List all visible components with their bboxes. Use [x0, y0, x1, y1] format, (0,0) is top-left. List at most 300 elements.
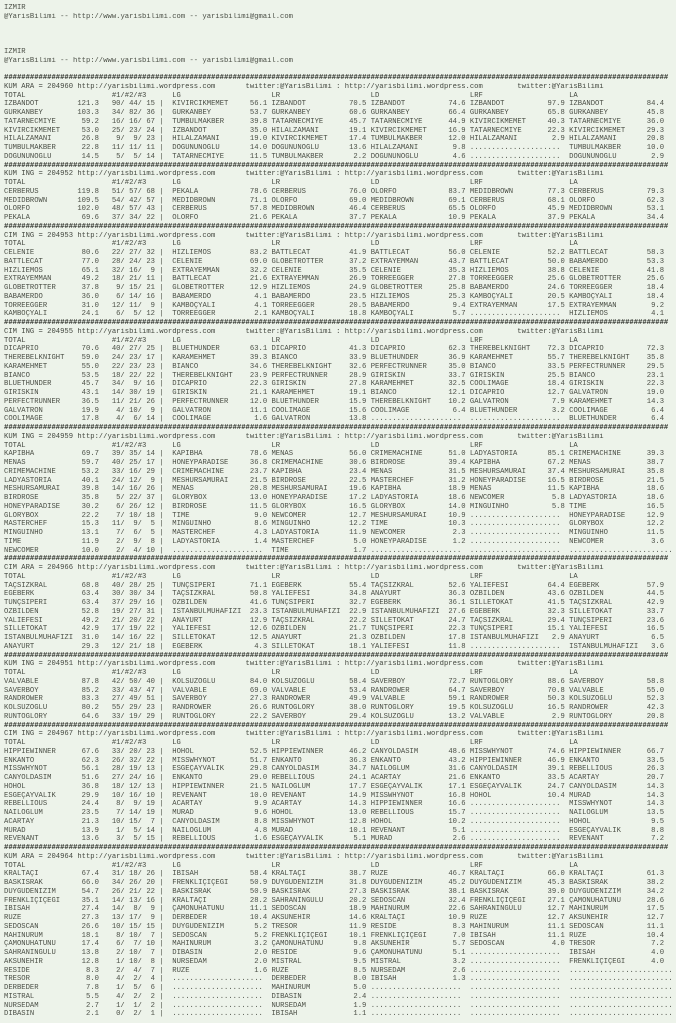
stat-name: BIANCO: [271, 354, 345, 362]
total-value: 22.2: [77, 511, 99, 520]
stat-name: KIVIRCIKMEMET: [172, 100, 246, 109]
rank-counts: 16/ 16/ 67: [98, 117, 155, 126]
stat-value: 8.0: [344, 975, 371, 984]
column-header-la: LA: [569, 240, 578, 249]
stat-name: KAPIBHA: [569, 485, 643, 494]
stat-name: ESGEÇAYVALIK: [271, 835, 345, 844]
stat-value: 74.6: [543, 747, 570, 756]
table-row: [4, 678, 676, 687]
column-header-lr: LR: [271, 861, 371, 870]
stat-name: KARAMEHMET: [172, 354, 246, 362]
total-value: 67.4: [77, 870, 99, 879]
stat-value: 45.8: [642, 109, 669, 117]
column-header-lrf: LRF: [469, 861, 570, 870]
stat-name: DICAPRIO: [271, 345, 345, 354]
stat-name: OLORFO: [370, 187, 445, 196]
stat-value: 27.8: [444, 275, 470, 284]
stat-value: 14.0: [444, 502, 470, 511]
horse-name: PEKALA: [4, 214, 78, 222]
stat-value: 24.7: [543, 782, 570, 791]
stat-name: KAMBOÇYALI: [172, 301, 246, 310]
dots-filler: .....................: [469, 966, 570, 975]
section-separator: ##########################################################################################################################################################: [4, 161, 669, 170]
table-row: [4, 109, 676, 118]
stat-name: DERBEDER: [172, 914, 246, 922]
stat-value: 16.5: [344, 502, 371, 511]
column-separator: |: [154, 826, 173, 835]
stat-value: 34.2: [642, 887, 669, 896]
column-header-total: TOTAL: [4, 739, 112, 747]
dots-filler: .....................: [469, 415, 570, 424]
stat-name: TATARNECMIYE: [271, 117, 345, 126]
stat-name: KIVIRCIKMEMET: [469, 117, 544, 126]
stat-value: 13.5: [642, 809, 669, 817]
table-row: [4, 608, 676, 617]
table-row: [4, 643, 676, 652]
table-row: [4, 459, 676, 468]
stat-value: 10.0: [245, 791, 272, 800]
table-row: [4, 757, 676, 766]
column-separator: |: [154, 809, 173, 817]
stat-value: 29.3: [642, 126, 669, 135]
rank-counts: 7/ 10/ 18: [98, 511, 155, 520]
stat-value: 70.8: [543, 686, 570, 695]
table-row: [4, 494, 676, 503]
stat-name: OLORFO: [271, 196, 345, 205]
stat-value: 69.0: [245, 257, 272, 266]
column-header-la: LA: [569, 91, 578, 100]
stat-value: 4.3: [245, 642, 272, 651]
stat-value: 19.5: [444, 704, 470, 712]
stat-value: 12.5: [245, 634, 272, 642]
rank-counts: 10/ 15/ 7: [98, 817, 155, 826]
stat-value: 32.5: [444, 380, 470, 389]
dots-filler: .....................: [469, 975, 570, 984]
stat-value: 11.5: [543, 485, 570, 494]
stat-name: GLORYBOX: [569, 520, 643, 529]
stat-value: 39.8: [245, 117, 272, 126]
dots-filler: .....................: [370, 1010, 470, 1019]
stat-value: 12.1: [444, 389, 470, 397]
table-row: [4, 958, 676, 967]
stat-name: LADYASTORIA: [569, 494, 643, 502]
stat-value: 22.3: [245, 380, 272, 389]
stat-value: 56.0: [344, 450, 371, 459]
stat-name: KOLSUZOGLU: [569, 695, 643, 704]
stat-value: 19.0: [642, 389, 669, 397]
stat-name: SAVERBOY: [271, 712, 345, 721]
stat-name: AKSUNEHIR: [370, 940, 445, 949]
rank-counts: 19/ 27/ 31: [98, 607, 155, 616]
stat-value: 33.5: [543, 774, 570, 782]
column-header-lrf: LRF: [469, 441, 570, 450]
column-header-total: TOTAL: [4, 91, 112, 100]
section-code-url: CIM ARA = 204966 http://yarisbilimi.wordpress.com: [4, 564, 246, 572]
stat-value: 4.0: [642, 949, 669, 957]
stat-value: 3.2: [444, 957, 470, 966]
rank-counts: 26/ 21/ 22: [98, 887, 155, 896]
column-separator: |: [154, 704, 173, 712]
stat-name: IZBANDOT: [569, 100, 643, 109]
stat-value: 34.8: [344, 590, 371, 599]
stat-value: 16.8: [444, 791, 470, 800]
table-row: [4, 774, 676, 783]
section-social-mid: twitter:@YarisBilimi : http://yarisbilimi.wordpress.com: [245, 852, 518, 861]
column-separator: |: [154, 257, 173, 266]
rank-counts: 14/ 16/ 26: [98, 485, 155, 494]
stat-value: 2.1: [245, 310, 272, 319]
stat-name: MEDIDBROWN: [271, 205, 345, 214]
stat-value: 53.3: [642, 257, 669, 266]
column-headers: [4, 337, 676, 346]
section-code-url: KUM ING = 204959 http://yarisbilimi.wordpress.com: [4, 432, 246, 441]
stat-name: EGEBERK: [569, 581, 643, 590]
column-header-la: LA: [569, 739, 578, 747]
stat-value: 33.7: [642, 607, 669, 616]
column-headers: [4, 573, 676, 582]
dots-filler: .....................: [469, 144, 570, 152]
stat-name: MENAS: [370, 467, 445, 476]
stat-value: 88.6: [543, 677, 570, 686]
rank-counts: 54/ 42/ 57: [98, 196, 155, 205]
horse-name: KAMBOÇYALI: [4, 310, 78, 319]
stat-name: ENKANTO: [370, 756, 445, 765]
column-separator: |: [154, 599, 173, 607]
dots-filler: .....................: [172, 984, 272, 992]
stat-value: 42.3: [642, 704, 669, 712]
stat-name: HIZLIEMOS: [569, 310, 643, 319]
table-row: [4, 407, 676, 416]
stat-name: CANYOLDASIM: [569, 782, 643, 791]
stat-name: HIZLIEMOS: [469, 266, 544, 275]
rank-counts: 55/ 29/ 23: [98, 704, 155, 712]
rank-counts: 40/ 28/ 25: [98, 581, 155, 590]
table-row: [4, 1002, 676, 1011]
total-value: 80.6: [77, 249, 99, 257]
stat-value: 29.4: [543, 616, 570, 625]
section-separator: ##########################################################################################################################################################: [4, 721, 669, 730]
table-row: [4, 529, 676, 538]
stat-value: 3.6: [642, 642, 669, 651]
stat-name: SAVERBOY: [172, 695, 246, 704]
stat-value: 79.3: [642, 187, 669, 196]
rank-counts: 7/ 14/ 19: [98, 809, 155, 817]
table-row: [4, 389, 676, 398]
stat-name: BABAMERDO: [271, 292, 345, 301]
stat-name: GÜRKANBEY: [569, 109, 643, 117]
total-value: 31.0: [77, 634, 99, 642]
dots-filler: .....................: [469, 537, 570, 546]
stat-name: HIPPIEWINNER: [569, 747, 643, 756]
stat-value: 9.6: [245, 809, 272, 817]
table-row: [4, 100, 676, 109]
stat-name: REVENANT: [172, 791, 246, 800]
stat-name: NEWCOMER: [469, 494, 544, 502]
rank-counts: 14/ 30/ 19: [98, 389, 155, 397]
stat-value: 56.1: [245, 100, 272, 109]
stat-name: NEWCOMER: [569, 537, 643, 546]
table-row: [4, 275, 676, 284]
column-separator: |: [154, 109, 173, 117]
stat-name: MENAS: [469, 485, 544, 494]
column-separator: |: [154, 511, 173, 520]
horse-name: MAHINURUM: [4, 931, 78, 940]
stat-name: NEWCOMER: [271, 511, 345, 520]
stat-name: LADYASTORIA: [271, 529, 345, 537]
stat-name: ESGEÇAYVALIK: [370, 782, 445, 791]
stat-name: FRENKLIÇIÇEGI: [172, 879, 246, 887]
section-code-url: CIM ING = 204953 http://yarisbilimi.wordpress.com: [4, 231, 246, 240]
stat-name: MAHINURUM: [271, 984, 345, 992]
stat-value: 7.2: [642, 940, 669, 949]
total-value: 54.7: [77, 887, 99, 896]
stat-name: ESGEÇAYVALIK: [569, 826, 643, 835]
table-row: [4, 879, 676, 888]
horse-name: CRIMEMACHINE: [4, 467, 78, 476]
section: [4, 652, 676, 722]
stat-value: 18.6: [642, 494, 669, 502]
stat-value: 22.2: [344, 616, 371, 625]
stat-value: 10.4: [245, 914, 272, 922]
total-value: 27.3: [77, 914, 99, 922]
stat-name: MINGUINHO: [569, 529, 643, 537]
stat-value: 36.9: [444, 354, 470, 362]
column-separator: |: [154, 284, 173, 292]
stat-value: 57.8: [245, 205, 272, 214]
dots-filler: ........................: [569, 546, 673, 555]
rank-counts: 4/ 6/ 14: [98, 415, 155, 424]
stat-name: LADYASTORIA: [172, 537, 246, 546]
stat-value: 29.4: [344, 712, 371, 721]
section-social-right: twitter:@YarisBilimi: [517, 660, 604, 669]
stat-name: BABAMERDO: [172, 292, 246, 301]
stat-name: GIRISKIN: [271, 380, 345, 389]
horse-name: BIANCO: [4, 371, 78, 380]
stat-value: 78.6: [245, 450, 272, 459]
section-social-mid: twitter:@YarisBilimi : http://yarisbilimi.wordpress.com: [245, 170, 518, 179]
horse-name: TRESOR: [4, 975, 78, 984]
stat-value: 17.5: [543, 301, 570, 310]
table-row: [4, 984, 676, 993]
stat-value: 35.0: [444, 362, 470, 371]
stat-name: DUYGUDENIZIM: [569, 887, 643, 896]
stat-name: HOHOL: [569, 817, 643, 826]
stat-value: 46.2: [344, 747, 371, 756]
stat-name: BIRDROSE: [172, 502, 246, 511]
stat-value: 39.3: [642, 450, 669, 459]
dots-filler: ........................: [569, 1010, 673, 1019]
total-value: 62.3: [77, 756, 99, 765]
stat-value: 2.9: [642, 152, 669, 161]
stat-name: SEDOSCAN: [271, 905, 345, 914]
stat-value: 11.1: [245, 905, 272, 914]
stat-value: 45.7: [344, 117, 371, 126]
column-separator: |: [154, 949, 173, 957]
section-social-right: twitter:@YarisBilimi: [517, 432, 604, 441]
stat-name: HIPPIEWINNER: [370, 800, 445, 809]
stat-value: 17.1: [444, 782, 470, 791]
stat-name: CELENIE: [469, 249, 544, 257]
section: [4, 844, 676, 1019]
stat-name: HOHOL: [271, 809, 345, 817]
stat-name: HILALZAMANI: [172, 135, 246, 144]
stat-name: MISTRAL: [271, 957, 345, 966]
column-separator: |: [154, 450, 173, 459]
stat-name: TRESOR: [569, 940, 643, 949]
table-row: [4, 590, 676, 599]
stat-value: 65.8: [543, 109, 570, 117]
stat-name: THEREBELKNIGHT: [172, 371, 246, 380]
stat-value: 38.0: [344, 704, 371, 712]
column-header-lg: LG: [172, 861, 272, 870]
stat-value: 19.0: [245, 135, 272, 144]
column-header-total: TOTAL: [4, 240, 112, 249]
stat-value: 32.6: [344, 362, 371, 371]
stat-name: SILLETOKAT: [469, 599, 544, 607]
city-title: IZMIR: [4, 47, 26, 56]
column-header-la: LA: [569, 861, 578, 870]
rank-counts: 90/ 44/ 15: [98, 100, 155, 109]
column-header-lg: LG: [172, 91, 272, 100]
horse-name: COOLIMAGE: [4, 415, 78, 424]
stat-name: CERBERUS: [370, 205, 445, 214]
total-value: 65.1: [77, 266, 99, 275]
column-separator: |: [154, 537, 173, 546]
total-value: 17.4: [77, 940, 99, 949]
dots-filler: .....................: [370, 992, 470, 1001]
stat-name: KARAMEHMET: [469, 354, 544, 362]
stat-value: 41.6: [245, 599, 272, 607]
total-value: 66.0: [77, 879, 99, 887]
total-value: 17.8: [77, 415, 99, 424]
stat-name: SILLETOKAT: [370, 616, 445, 625]
stat-value: 25.5: [543, 371, 570, 380]
stat-name: TATARNECMIYE: [370, 117, 445, 126]
section-social-mid: twitter:@YarisBilimi : http://yarisbilimi.wordpress.com: [245, 730, 518, 739]
stat-value: 21.3: [344, 634, 371, 642]
stat-value: 58.4: [344, 677, 371, 686]
stat-value: 32.3: [543, 607, 570, 616]
stat-name: THEREBELKNIGHT: [370, 397, 445, 406]
stat-name: HIZLIEMOS: [271, 284, 345, 292]
column-header-lrf: LRF: [469, 91, 570, 100]
total-value: 35.8: [77, 494, 99, 502]
stat-value: 10.9: [444, 914, 470, 922]
table-row: [4, 205, 676, 214]
table-row: [4, 818, 676, 827]
stat-value: 10.4: [543, 791, 570, 800]
stat-value: 9.8: [344, 940, 371, 949]
stat-value: 9.4: [444, 301, 470, 310]
total-value: 59.0: [77, 354, 99, 362]
column-header-lrf: LRF: [469, 240, 570, 249]
column-header-ld: LD: [370, 739, 470, 747]
stat-value: 13.8: [344, 415, 371, 424]
horse-name: VALVABLE: [4, 677, 78, 686]
stat-value: 24.9: [344, 284, 371, 292]
stat-value: 19.6: [344, 485, 371, 494]
column-headers: [4, 669, 676, 678]
table-row: [4, 993, 676, 1002]
column-separator: |: [154, 817, 173, 826]
stat-name: BLUETHUNDER: [569, 415, 643, 424]
stat-value: 1.4: [245, 537, 272, 546]
stat-value: 39.4: [444, 459, 470, 467]
stat-name: ESGEÇAYVALIK: [172, 765, 246, 774]
horse-name: MESHURSAMURAI: [4, 485, 78, 494]
stat-name: PERFECTRUNNER: [172, 397, 246, 406]
stat-value: 11.1: [543, 931, 570, 940]
stat-name: CRIMEMACHINE: [370, 450, 445, 459]
stat-name: SAVERBOY: [370, 677, 445, 686]
table-row: [4, 118, 676, 127]
stat-value: 16.5: [642, 625, 669, 634]
table-row: [4, 695, 676, 704]
stat-value: 7.9: [543, 397, 570, 406]
total-value: 53.0: [77, 126, 99, 135]
column-separator: |: [154, 905, 173, 914]
stat-value: 34.7: [344, 765, 371, 774]
rank-counts: 22/ 23/ 23: [98, 362, 155, 371]
stat-name: HOHOL: [469, 791, 544, 800]
horse-name: EXTRAYEMMAN: [4, 275, 78, 284]
rank-counts: 18/ 12/ 13: [98, 782, 155, 791]
table-row: [4, 975, 676, 984]
stat-name: ÖZBILDEN: [469, 590, 544, 599]
stat-name: DUYGUDENIZIM: [271, 879, 345, 887]
stat-value: 11.5: [642, 529, 669, 537]
stat-value: 17.5: [642, 905, 669, 914]
section-social-right: twitter:@YarisBilimi: [517, 231, 604, 240]
stat-value: 84.4: [642, 100, 669, 109]
stat-value: 50.8: [245, 590, 272, 599]
stat-name: EXTRAYEMMAN: [469, 301, 544, 310]
section-social-right: twitter:@YarisBilimi: [517, 730, 604, 739]
stat-name: FRENKLIÇIÇEGI: [271, 931, 345, 940]
stat-value: 43.6: [543, 590, 570, 599]
table-row: [4, 949, 676, 958]
total-value: 30.2: [77, 502, 99, 511]
stat-value: 4.3: [245, 529, 272, 537]
stat-name: IZBANDOT: [469, 100, 544, 109]
stat-name: NURSEDAM: [172, 957, 246, 966]
stat-name: ENKANTO: [271, 756, 345, 765]
stat-name: DOGUNUNOGLU: [172, 144, 246, 152]
stat-name: BIRDROSE: [370, 459, 445, 467]
stat-value: 1.3: [444, 975, 470, 984]
horse-name: TUMBULMAKBER: [4, 144, 78, 152]
rank-counts: 14/ 8/ 9: [98, 905, 155, 914]
rank-counts: 6/ 26/ 12: [98, 502, 155, 511]
stat-name: BLUETHUNDER: [469, 406, 544, 415]
stat-name: DICAPRIO: [469, 389, 544, 397]
stat-name: IBISAH: [172, 870, 246, 879]
dots-filler: .....................: [469, 642, 570, 651]
column-separator: |: [154, 774, 173, 782]
stat-value: 37.2: [344, 257, 371, 266]
horse-name: GALVATRON: [4, 406, 78, 415]
stat-name: VALVABLE: [370, 695, 445, 704]
stat-value: 15.6: [344, 406, 371, 415]
stat-name: KIVIRCIKMEMET: [271, 135, 345, 144]
stat-name: YALIEFESI: [271, 590, 345, 599]
stat-value: 2.6: [444, 835, 470, 844]
column-separator: |: [154, 205, 173, 214]
horse-name: KAPIBHA: [4, 450, 78, 459]
stat-value: 12.7: [543, 905, 570, 914]
column-separator: |: [154, 187, 173, 196]
stat-name: MESHURSAMURAI: [271, 485, 345, 494]
